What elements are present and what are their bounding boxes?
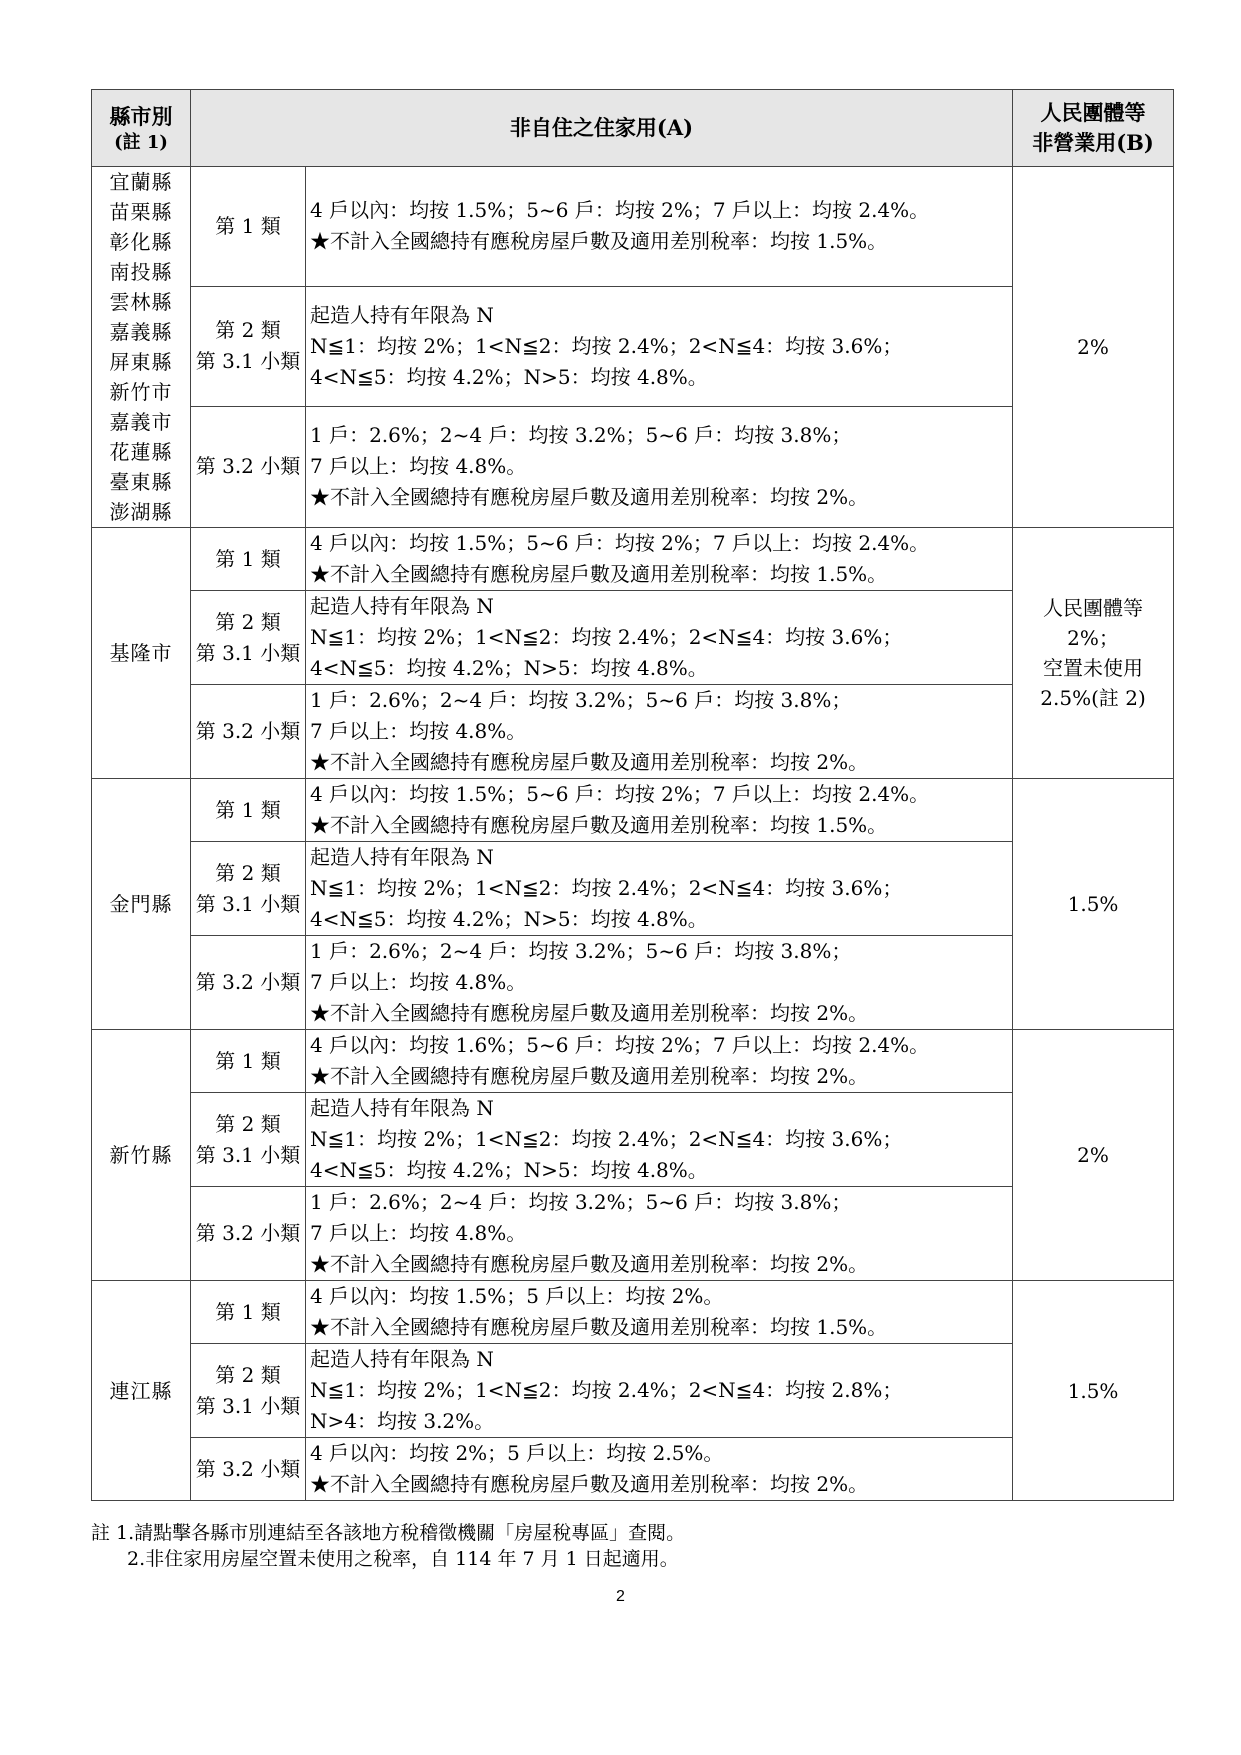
- category-label: 第 2 類: [215, 1362, 281, 1387]
- category-cell: [191, 1281, 306, 1344]
- rate-rule-line: 4 戶以內：均按 1.5%；5 戶以上：均按 2%。: [310, 1284, 724, 1308]
- rate-rule-line: N≦1：均按 2%；1<N≦2：均按 2.4%；2<N≦4：均按 3.6%；: [310, 333, 903, 358]
- county-name: 基隆市: [109, 641, 173, 665]
- category-label: 第 3.2 小類: [195, 1221, 301, 1245]
- rate-rule-cell: [306, 779, 1013, 842]
- rate-rule-line: 4<N≦5：均按 4.2%；N>5：均按 4.8%。: [310, 907, 708, 931]
- rate-rule-line: 4<N≦5：均按 4.2%；N>5：均按 4.8%。: [310, 656, 708, 680]
- org-rate-line: 2%；: [1067, 626, 1119, 650]
- category-label: 第 1 類: [215, 1299, 281, 1324]
- org-rate-line: 人民團體等: [1043, 596, 1144, 620]
- category-label: 第 3.1 小類: [195, 1393, 301, 1418]
- rate-rule-line: 起造人持有年限為 N: [310, 594, 494, 618]
- county-cell: [92, 167, 191, 528]
- category-cell: [191, 1030, 306, 1093]
- table-row: [92, 528, 1174, 591]
- rate-rule-line: N≦1：均按 2%；1<N≦2：均按 2.4%；2<N≦4：均按 3.6%；: [310, 876, 903, 900]
- header-org-non-business: [1013, 90, 1174, 167]
- county-name: 嘉義市: [109, 410, 173, 434]
- tax-rate-table: [91, 89, 1174, 1501]
- rate-rule-line: N≦1：均按 2%；1<N≦2：均按 2.4%；2<N≦4：均按 3.6%；: [310, 625, 903, 649]
- rate-rule-line: N≦1：均按 2%；1<N≦2：均按 2.4%；2<N≦4：均按 2.8%；: [310, 1378, 903, 1402]
- rate-rule-cell: [306, 1187, 1013, 1281]
- rate-rule-cell: [306, 1030, 1013, 1093]
- rate-rule-line: 4 戶以內：均按 1.5%；5~6 戶：均按 2%；7 戶以上：均按 2.4%。: [310, 198, 930, 223]
- category-cell: [191, 1093, 306, 1187]
- footnote-2: 2.非住家用房屋空置未使用之稅率，自 114 年 7 月 1 日起適用。: [127, 1548, 679, 1570]
- org-rate-cell: [1013, 1281, 1174, 1501]
- rate-rule-cell: [306, 591, 1013, 685]
- county-name: 新竹市: [109, 380, 173, 404]
- rate-rule-line: 7 戶以上：均按 4.8%。: [310, 1221, 527, 1245]
- category-cell: [191, 528, 306, 591]
- county-cell: [92, 779, 191, 1030]
- category-label: 第 3.1 小類: [195, 640, 301, 665]
- org-rate-line: 2%: [1077, 1143, 1109, 1167]
- header-county-note: (註 1): [114, 132, 168, 153]
- rate-rule-cell: [306, 842, 1013, 936]
- table-row: [92, 406, 1174, 527]
- rate-rule-line: ★不計入全國總持有應稅房屋戶數及適用差別稅率：均按 2%。: [310, 1472, 869, 1496]
- rate-rule-line: 4 戶以內：均按 1.6%；5~6 戶：均按 2%；7 戶以上：均按 2.4%。: [310, 1033, 930, 1057]
- rate-rule-line: ★不計入全國總持有應稅房屋戶數及適用差別稅率：均按 2%。: [310, 1252, 869, 1276]
- category-label: 第 2 類: [215, 860, 281, 885]
- county-name: 澎湖縣: [109, 500, 173, 524]
- rate-rule-line: 1 戶：2.6%；2~4 戶：均按 3.2%；5~6 戶：均按 3.8%；: [310, 688, 852, 712]
- category-label: 第 3.1 小類: [195, 891, 301, 916]
- rate-rule-line: 起造人持有年限為 N: [310, 1347, 494, 1371]
- category-label: 第 3.2 小類: [195, 454, 301, 479]
- header-non-owner-residential: 非自住之住家用(A): [191, 90, 1013, 167]
- category-label: 第 1 類: [215, 1048, 281, 1073]
- table-row: [92, 1093, 1174, 1187]
- rate-rule-line: ★不計入全國總持有應稅房屋戶數及適用差別稅率：均按 2%。: [310, 485, 869, 510]
- rate-rule-cell: [306, 1093, 1013, 1187]
- category-cell: [191, 167, 306, 287]
- rate-rule-line: ★不計入全國總持有應稅房屋戶數及適用差別稅率：均按 1.5%。: [310, 1315, 888, 1339]
- county-name: 屏東縣: [109, 350, 173, 374]
- category-cell: [191, 685, 306, 779]
- county-name: 金門縣: [109, 892, 173, 916]
- org-rate-line: 2%: [1077, 335, 1109, 359]
- category-cell: [191, 286, 306, 406]
- footnotes: [91, 1520, 685, 1572]
- rate-rule-line: N≦1：均按 2%；1<N≦2：均按 2.4%；2<N≦4：均按 3.6%；: [310, 1127, 903, 1151]
- table-row: [92, 779, 1174, 842]
- rate-rule-cell: [306, 1438, 1013, 1501]
- org-rate-line: 空置未使用: [1043, 656, 1144, 680]
- category-label: 第 3.2 小類: [195, 1456, 301, 1481]
- header-county: [92, 90, 191, 167]
- rate-rule-cell: [306, 528, 1013, 591]
- table-row: [92, 1030, 1174, 1093]
- county-name: 彰化縣: [109, 230, 173, 254]
- footnote-1: 註 1.請點擊各縣市別連結至各該地方稅稽徵機關「房屋稅專區」查閱。: [91, 1522, 686, 1544]
- category-cell: [191, 591, 306, 685]
- org-rate-line: 1.5%: [1067, 1378, 1119, 1403]
- table-header-row: [92, 90, 1174, 167]
- rate-rule-line: ★不計入全國總持有應稅房屋戶數及適用差別稅率：均按 2%。: [310, 1064, 869, 1088]
- category-label: 第 3.2 小類: [195, 970, 301, 994]
- rate-rule-line: 1 戶：2.6%；2~4 戶：均按 3.2%；5~6 戶：均按 3.8%；: [310, 1190, 852, 1214]
- rate-rule-cell: [306, 167, 1013, 287]
- org-rate-cell: [1013, 779, 1174, 1030]
- org-rate-cell: [1013, 167, 1174, 528]
- county-name: 宜蘭縣: [109, 170, 173, 194]
- rate-rule-line: 起造人持有年限為 N: [310, 1096, 494, 1120]
- county-name: 嘉義縣: [109, 320, 173, 344]
- table-row: [92, 167, 1174, 287]
- rate-rule-line: 4 戶以內：均按 1.5%；5~6 戶：均按 2%；7 戶以上：均按 2.4%。: [310, 531, 930, 555]
- category-cell: [191, 1438, 306, 1501]
- county-name: 連江縣: [109, 1378, 173, 1403]
- rate-rule-cell: [306, 685, 1013, 779]
- county-name: 苗栗縣: [109, 200, 173, 224]
- category-cell: [191, 779, 306, 842]
- category-label: 第 1 類: [215, 213, 281, 238]
- header-county-label: 縣市別: [109, 104, 173, 129]
- header-org-line2: 非營業用(B): [1032, 130, 1154, 155]
- rate-rule-line: ★不計入全國總持有應稅房屋戶數及適用差別稅率：均按 2%。: [310, 750, 869, 774]
- rate-rule-line: 1 戶：2.6%；2~4 戶：均按 3.2%；5~6 戶：均按 3.8%；: [310, 939, 852, 963]
- county-name: 花蓮縣: [109, 440, 173, 464]
- rate-rule-line: 7 戶以上：均按 4.8%。: [310, 454, 527, 479]
- county-cell: [92, 1030, 191, 1281]
- category-label: 第 3.1 小類: [195, 349, 301, 374]
- rate-rule-cell: [306, 1344, 1013, 1438]
- rate-rule-line: ★不計入全國總持有應稅房屋戶數及適用差別稅率：均按 1.5%。: [310, 813, 888, 837]
- rate-rule-line: 7 戶以上：均按 4.8%。: [310, 719, 527, 743]
- category-cell: [191, 406, 306, 527]
- table-row: [92, 591, 1174, 685]
- table-row: [92, 1438, 1174, 1501]
- category-cell: [191, 1344, 306, 1438]
- rate-rule-line: 1 戶：2.6%；2~4 戶：均按 3.2%；5~6 戶：均按 3.8%；: [310, 423, 852, 448]
- category-label: 第 3.1 小類: [195, 1142, 301, 1167]
- rate-rule-cell: [306, 936, 1013, 1030]
- county-cell: [92, 528, 191, 779]
- category-label: 第 1 類: [215, 797, 281, 822]
- org-rate-line: 1.5%: [1067, 892, 1119, 916]
- org-rate-line: 2.5%(註 2): [1040, 686, 1146, 710]
- county-name: 南投縣: [109, 260, 173, 284]
- table-row: [92, 1281, 1174, 1344]
- category-label: 第 3.2 小類: [195, 719, 301, 743]
- table-row: [92, 842, 1174, 936]
- rate-rule-cell: [306, 406, 1013, 527]
- rate-rule-line: 4 戶以內：均按 2%；5 戶以上：均按 2.5%。: [310, 1441, 724, 1465]
- category-label: 第 2 類: [215, 318, 281, 343]
- rate-rule-line: 4 戶以內：均按 1.5%；5~6 戶：均按 2%；7 戶以上：均按 2.4%。: [310, 782, 930, 806]
- county-cell: [92, 1281, 191, 1501]
- rate-rule-line: 起造人持有年限為 N: [310, 302, 494, 327]
- county-name: 新竹縣: [109, 1143, 173, 1167]
- category-label: 第 2 類: [215, 609, 281, 634]
- rate-rule-line: ★不計入全國總持有應稅房屋戶數及適用差別稅率：均按 2%。: [310, 1001, 869, 1025]
- category-label: 第 2 類: [215, 1111, 281, 1136]
- rate-rule-cell: [306, 1281, 1013, 1344]
- table-row: [92, 1344, 1174, 1438]
- category-cell: [191, 936, 306, 1030]
- table-row: [92, 1187, 1174, 1281]
- rate-rule-line: 4<N≦5：均按 4.2%；N>5：均按 4.8%。: [310, 364, 708, 389]
- header-org-line1: 人民團體等: [1040, 100, 1146, 125]
- category-cell: [191, 842, 306, 936]
- rate-rule-line: N>4：均按 3.2%。: [310, 1409, 495, 1433]
- org-rate-cell: [1013, 1030, 1174, 1281]
- rate-rule-line: ★不計入全國總持有應稅房屋戶數及適用差別稅率：均按 1.5%。: [310, 229, 888, 254]
- rate-rule-line: 7 戶以上：均按 4.8%。: [310, 970, 527, 994]
- rate-rule-line: 起造人持有年限為 N: [310, 845, 494, 869]
- county-name: 雲林縣: [109, 290, 173, 314]
- table-row: [92, 685, 1174, 779]
- table-body: [92, 167, 1174, 1501]
- table-row: [92, 936, 1174, 1030]
- county-name: 臺東縣: [109, 470, 173, 494]
- rate-rule-line: 4<N≦5：均按 4.2%；N>5：均按 4.8%。: [310, 1158, 708, 1182]
- rate-rule-cell: [306, 286, 1013, 406]
- page-number: 2: [616, 1588, 625, 1605]
- category-cell: [191, 1187, 306, 1281]
- org-rate-cell: [1013, 528, 1174, 779]
- category-label: 第 1 類: [215, 546, 281, 571]
- rate-rule-line: ★不計入全國總持有應稅房屋戶數及適用差別稅率：均按 1.5%。: [310, 562, 888, 586]
- table-row: [92, 286, 1174, 406]
